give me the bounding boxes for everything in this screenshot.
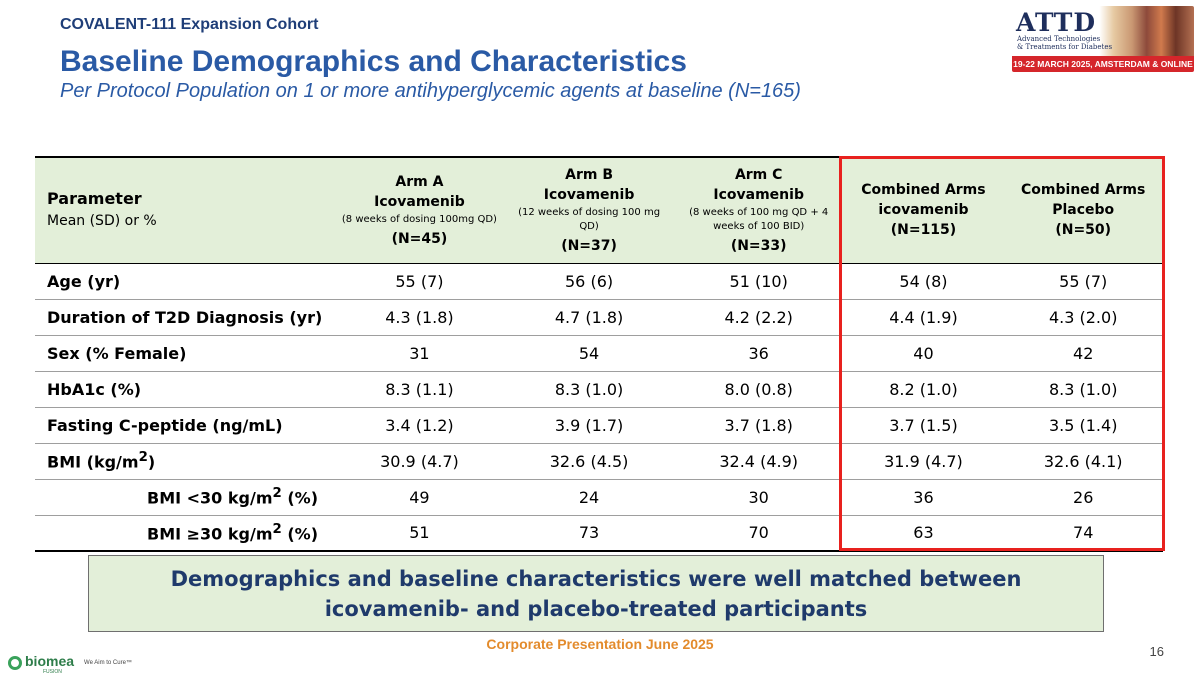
attd-logo-line1: Advanced Technologies (1017, 35, 1101, 43)
column-header-n: (N=45) (391, 230, 448, 247)
parameter-header-sub: Mean (SD) or % (47, 213, 157, 230)
parameter-header-main: Parameter (47, 189, 142, 209)
table-cell: 32.6 (4.1) (1043, 451, 1123, 471)
slide-subtitle: Per Protocol Population on 1 or more antihyperglycemic agents at baseline (N=165) (60, 80, 801, 102)
row-label-suffix: ) (147, 452, 156, 472)
table-cell: 30 (748, 487, 769, 507)
column-header-arm-b (504, 157, 674, 263)
column-header-line2: Icovamenib (713, 186, 804, 203)
table-cell: 31 (409, 343, 430, 363)
column-header-combined-placebo (1003, 157, 1163, 263)
superscript-2: 2 (138, 450, 148, 466)
table-row-sex (35, 335, 1163, 371)
attd-logo-line2: & Treatments for Diabetes (1017, 43, 1113, 51)
attd-conference-logo (1012, 6, 1194, 72)
table-cell: 51 (10) (729, 271, 788, 291)
table-cell: 3.4 (1.2) (385, 415, 454, 435)
parameter-header (35, 157, 335, 263)
table-row-t2d-duration (35, 299, 1163, 335)
table-cell: 54 (8) (899, 271, 948, 291)
table-cell: 70 (748, 523, 769, 543)
table-cell: 8.3 (1.1) (385, 379, 454, 399)
table-cell: 31.9 (4.7) (884, 451, 963, 471)
row-label: Fasting C-peptide (ng/mL) (47, 415, 283, 435)
biomea-ring-icon (8, 656, 22, 670)
table-cell: 36 (913, 487, 934, 507)
biomea-wordmark (25, 654, 74, 675)
table-cell: 4.4 (1.9) (889, 307, 958, 327)
table-row-c-peptide (35, 407, 1163, 443)
key-takeaway-callout: Demographics and baseline characteristics were well matched between icovamenib- and placebo-treated participants (88, 555, 1104, 632)
table-cell: 51 (409, 523, 430, 543)
demographics-table (35, 156, 1163, 552)
biomea-brand-sub: FUSION (43, 669, 62, 675)
table-cell: 26 (1073, 487, 1094, 507)
row-label-suffix: (%) (281, 524, 319, 544)
attd-logo-subtitle (1017, 35, 1112, 51)
table-cell: 32.6 (4.5) (549, 451, 629, 471)
column-header-line1: Arm C (734, 166, 783, 183)
table-header-row (35, 157, 1163, 263)
biomea-logo (8, 654, 132, 675)
table-row-age (35, 263, 1163, 299)
column-header-note: (12 weeks of dosing 100 mg QD) (518, 206, 661, 232)
table-cell: 49 (409, 487, 430, 507)
table-cell: 32.4 (4.9) (719, 451, 798, 471)
page-number: 16 (1149, 644, 1164, 659)
column-header-arm-a (335, 157, 505, 263)
table-cell: 63 (913, 523, 934, 543)
row-label (35, 443, 335, 479)
row-label (35, 515, 335, 551)
row-label: Sex (% Female) (47, 343, 187, 363)
table-cell: 40 (913, 343, 934, 363)
table-cell: 4.3 (1.8) (385, 307, 454, 327)
column-header-n: (N=115) (890, 222, 957, 239)
table-cell: 8.2 (1.0) (889, 379, 958, 399)
column-header-arm-c (674, 157, 844, 263)
table-row-hba1c (35, 371, 1163, 407)
superscript-2: 2 (272, 522, 282, 538)
attd-date-bar: 19-22 MARCH 2025, AMSTERDAM & ONLINE (1012, 56, 1194, 72)
table-cell: 30.9 (4.7) (380, 451, 459, 471)
column-header-line2: icovamenib (878, 202, 969, 219)
table-row-bmi-30-plus (35, 515, 1163, 551)
slide-eyebrow: COVALENT-111 Expansion Cohort (60, 16, 319, 33)
column-header-note: (8 weeks of dosing 100mg QD) (341, 213, 497, 225)
row-label (35, 479, 335, 515)
row-label-text: BMI (kg/m (47, 452, 139, 472)
table-cell: 36 (748, 343, 769, 363)
row-label: HbA1c (%) (47, 379, 142, 399)
column-header-combined-icovamenib (844, 157, 1004, 263)
row-label-text: BMI ≥30 kg/m (147, 524, 273, 544)
table-cell: 74 (1073, 523, 1094, 543)
column-header-n: (N=37) (561, 237, 617, 254)
table-cell: 55 (7) (1059, 271, 1108, 291)
table-cell: 3.7 (1.8) (724, 415, 793, 435)
column-header-line1: Arm B (565, 166, 613, 183)
column-header-line1: Combined Arms (861, 182, 986, 199)
column-header-line2: Icovamenib (374, 193, 465, 210)
table-cell: 55 (7) (395, 271, 444, 291)
table-cell: 24 (578, 487, 600, 507)
table-cell: 4.3 (2.0) (1048, 307, 1118, 327)
table-cell: 8.0 (0.8) (724, 379, 793, 399)
row-label: Age (yr) (47, 271, 121, 291)
column-header-line2: Icovamenib (543, 186, 635, 203)
slide-title: Baseline Demographics and Characteristics (60, 45, 687, 78)
table-cell: 8.3 (1.0) (554, 379, 624, 399)
table-cell: 54 (578, 343, 600, 363)
row-label-text: BMI <30 kg/m (147, 488, 273, 508)
superscript-2: 2 (272, 486, 282, 502)
column-header-n: (N=33) (730, 237, 787, 254)
column-header-line1: Combined Arms (1021, 182, 1146, 199)
table-cell: 56 (6) (565, 271, 614, 291)
table-cell: 3.9 (1.7) (554, 415, 624, 435)
column-header-note: (8 weeks of 100 mg QD + 4 weeks of 100 BID) (689, 206, 829, 232)
biomea-brand: biomea (25, 653, 75, 669)
table-cell: 42 (1073, 343, 1094, 363)
row-label: Duration of T2D Diagnosis (yr) (47, 307, 323, 327)
column-header-n: (N=50) (1055, 222, 1112, 239)
table-row-bmi-under-30 (35, 479, 1163, 515)
table-cell: 3.7 (1.5) (889, 415, 958, 435)
table-cell: 3.5 (1.4) (1048, 415, 1118, 435)
attd-logo-mark: ATTD (1016, 8, 1097, 37)
table-cell: 73 (578, 523, 600, 543)
row-label-suffix: (%) (281, 488, 319, 508)
column-header-line1: Arm A (395, 173, 444, 190)
biomea-tagline: We Aim to Cure™ (84, 660, 132, 666)
table-cell: 4.2 (2.2) (724, 307, 793, 327)
table-cell: 4.7 (1.8) (554, 307, 624, 327)
table-cell: 8.3 (1.0) (1048, 379, 1118, 399)
table-row-bmi (35, 443, 1163, 479)
column-header-line2: Placebo (1052, 202, 1115, 219)
footer-presentation-label: Corporate Presentation June 2025 (486, 636, 714, 652)
